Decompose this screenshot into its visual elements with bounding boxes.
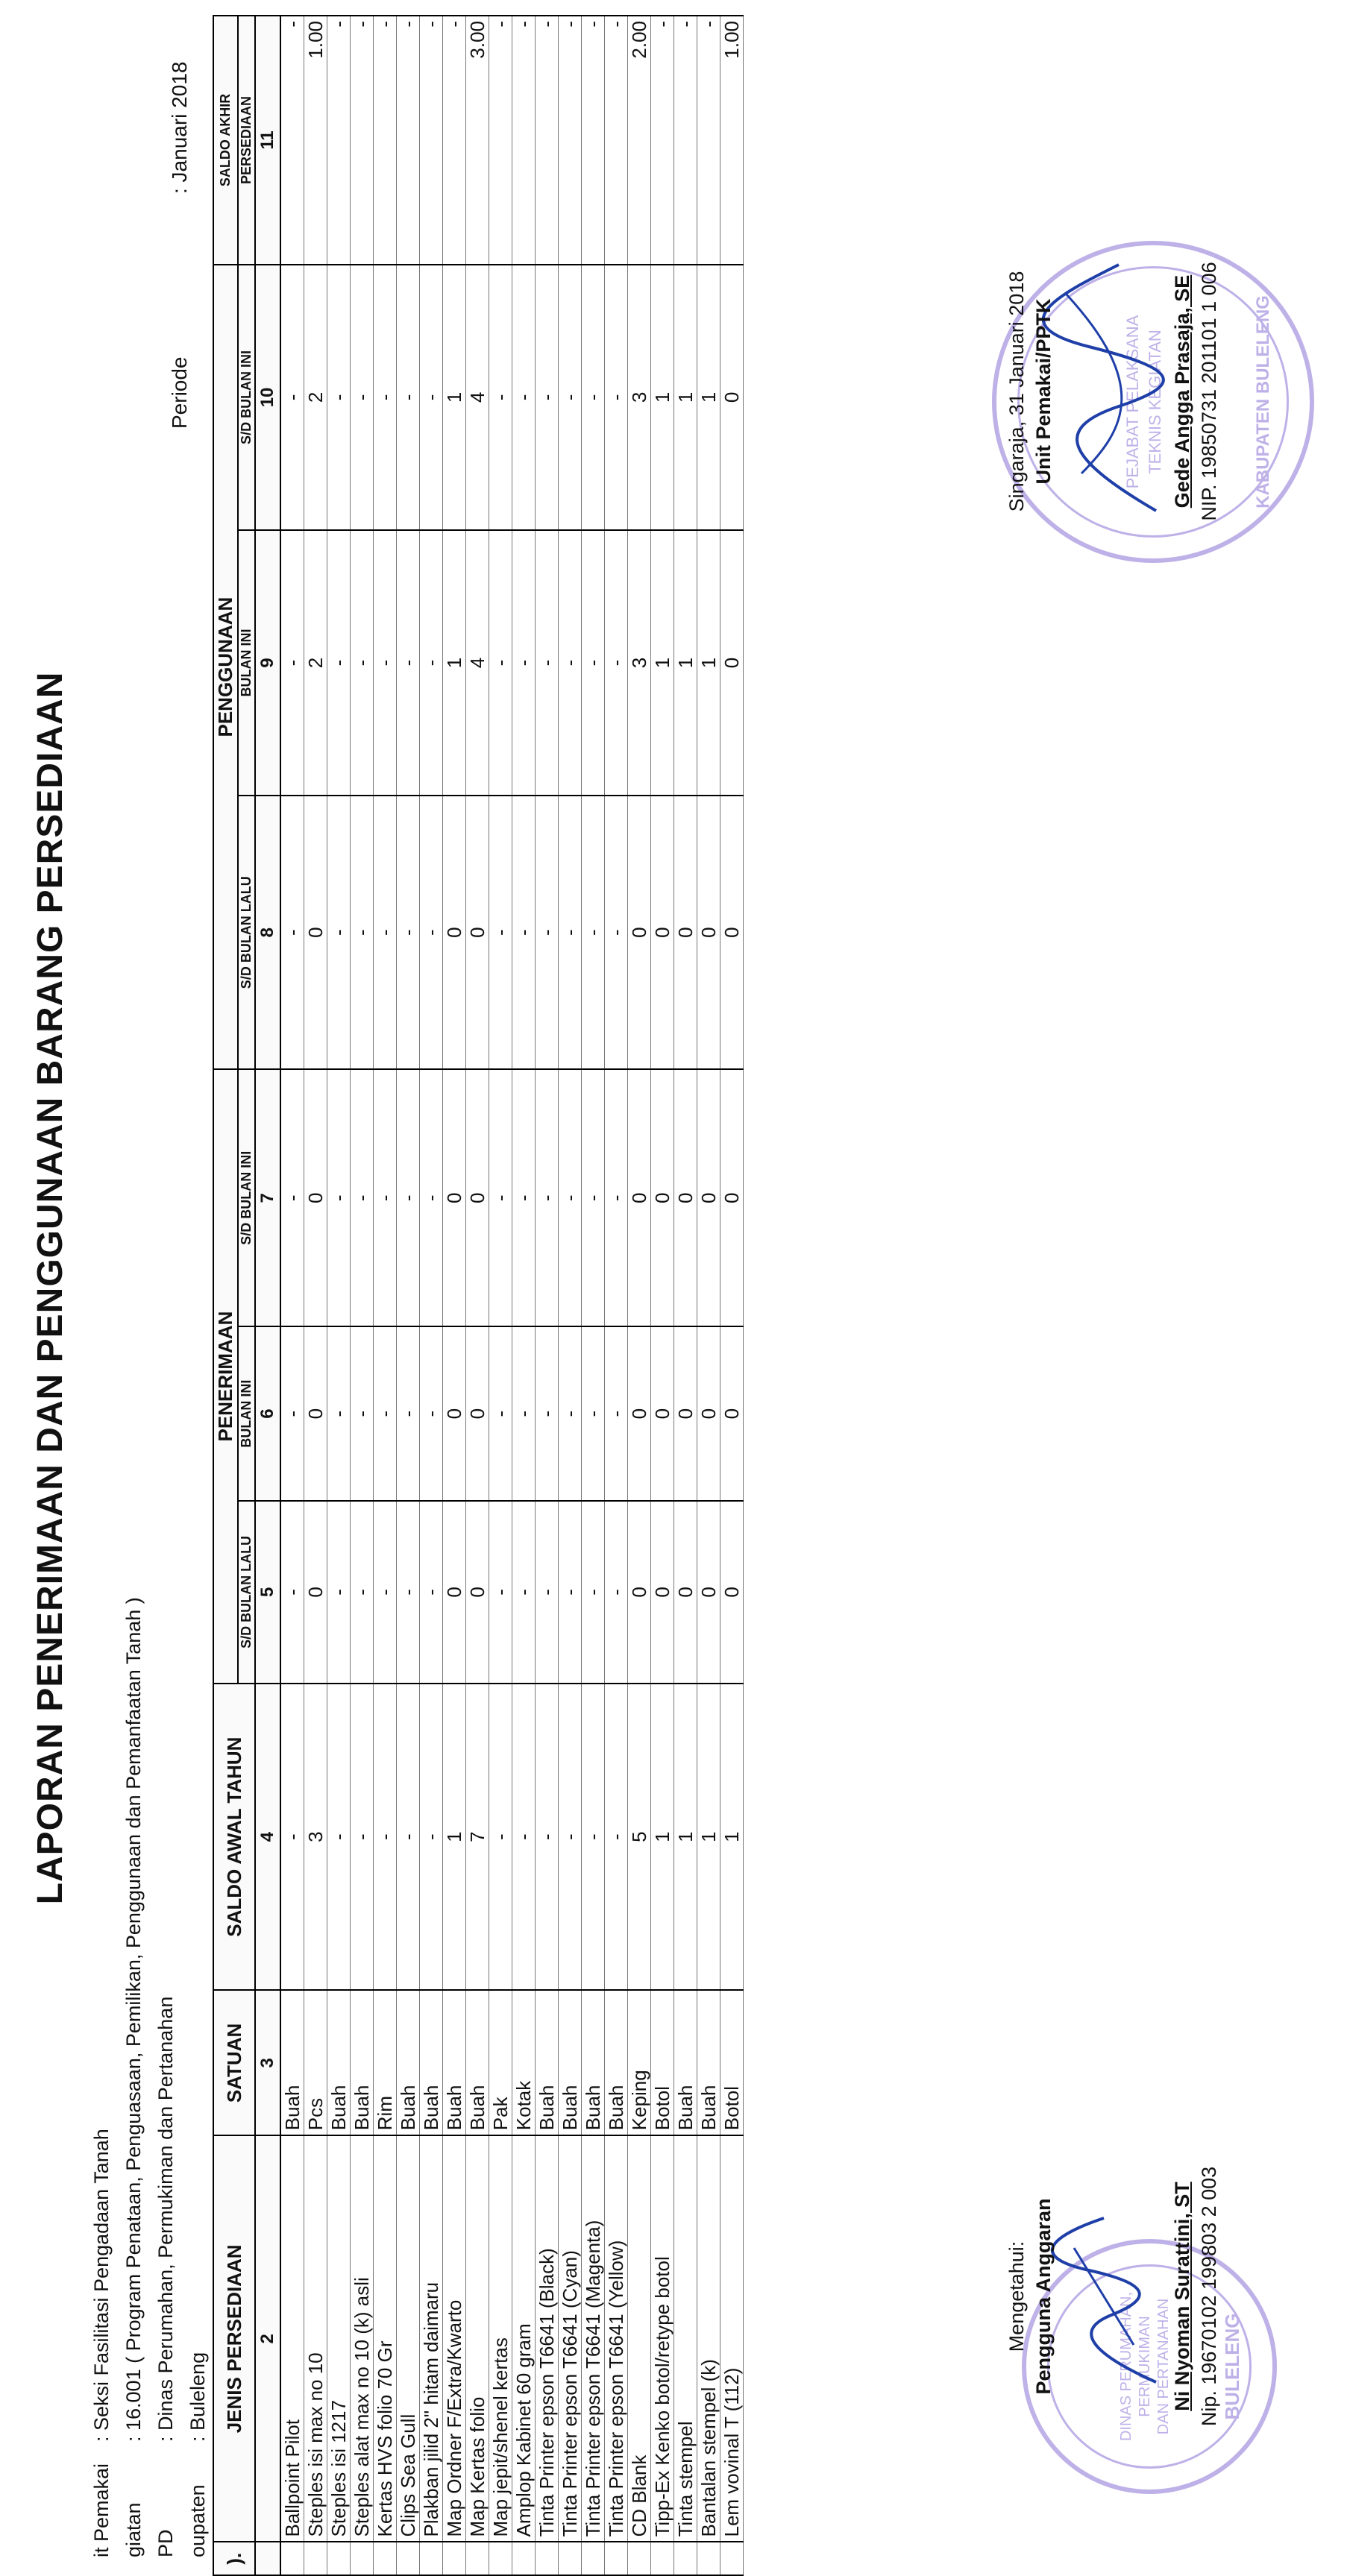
pen-bulan-ini-header: BULAN INI	[238, 1326, 255, 1501]
cell-gun-bulan-ini: -	[605, 530, 628, 796]
col-number: 7	[255, 1069, 280, 1326]
penerimaan-header: PENERIMAAN	[213, 1069, 238, 1683]
cell-gun-sd-lalu: -	[420, 796, 443, 1069]
cell-pen-sd-lalu: -	[351, 1501, 374, 1684]
cell-jenis: Steples isi max no 10	[304, 2135, 327, 2542]
cell-jenis: Steples alat max no 10 (k) asli	[351, 2135, 374, 2542]
header-label: oupaten	[186, 2484, 209, 2557]
periode-value: : Januari 2018	[168, 61, 191, 194]
cell-no	[582, 2542, 605, 2576]
cell-no	[628, 2542, 651, 2576]
cell-satuan: Rim	[374, 1991, 397, 2136]
cell-pen-sd-lalu: -	[605, 1501, 628, 1684]
cell-gun-sd-lalu: -	[489, 796, 512, 1069]
cell-gun-bulan-ini: 1	[674, 530, 697, 796]
cell-pen-bulan-ini: -	[559, 1326, 582, 1501]
cell-pen-sd-ini: -	[351, 1069, 374, 1326]
cell-pen-sd-lalu: -	[374, 1501, 397, 1684]
cell-pen-sd-ini: -	[420, 1069, 443, 1326]
cell-pen-bulan-ini: -	[420, 1326, 443, 1501]
cell-pen-bulan-ini: 0	[628, 1326, 651, 1501]
col-satuan-header: SATUAN	[213, 1991, 255, 2136]
cell-pen-sd-lalu: 0	[628, 1501, 651, 1684]
cell-gun-sd-ini: -	[327, 265, 351, 530]
cell-pen-sd-lalu: -	[536, 1501, 559, 1684]
table-row	[720, 16, 744, 2575]
cell-saldo-akhir: -	[443, 16, 466, 265]
cell-gun-bulan-ini: -	[559, 530, 582, 796]
cell-gun-sd-ini: -	[351, 265, 374, 530]
cell-pen-sd-ini: -	[559, 1069, 582, 1326]
cell-saldo-awal: 7	[466, 1684, 489, 1991]
cell-pen-sd-ini: -	[374, 1069, 397, 1326]
cell-gun-sd-lalu: -	[536, 796, 559, 1069]
pen-sd-lalu-header: S/D BULAN LALU	[238, 1501, 255, 1684]
cell-saldo-akhir: -	[582, 16, 605, 265]
cell-gun-bulan-ini: -	[351, 530, 374, 796]
cell-pen-sd-lalu: -	[280, 1501, 304, 1684]
inventory-table	[213, 15, 744, 2576]
cell-satuan: Buah	[697, 1991, 720, 2136]
col-jenis-header: JENIS PERSEDIAAN	[213, 2135, 255, 2542]
cell-gun-bulan-ini: -	[489, 530, 512, 796]
cell-saldo-akhir: 1.00	[304, 16, 327, 265]
signer-nip: NIP. 19850731 201101 1 006	[1198, 262, 1220, 521]
cell-satuan: Botol	[651, 1991, 674, 2136]
cell-saldo-awal: -	[605, 1684, 628, 1991]
cell-no	[512, 2542, 536, 2576]
header-labels	[86, 2463, 214, 2557]
cell-saldo-awal: 1	[720, 1684, 744, 1991]
cell-satuan: Pak	[489, 1991, 512, 2136]
col-number: 8	[255, 796, 280, 1069]
cell-pen-sd-ini: -	[536, 1069, 559, 1326]
table-row	[697, 16, 720, 2575]
report-title: LAPORAN PENERIMAAN DAN PENGGUNAAN BARANG PERSEDIAAN	[31, 671, 70, 1905]
table-body	[280, 16, 744, 2575]
col-number: 2	[255, 2135, 280, 2542]
cell-satuan: Kotak	[512, 1991, 536, 2136]
cell-saldo-akhir: -	[559, 16, 582, 265]
table-row	[420, 16, 443, 2575]
cell-gun-sd-ini: 1	[674, 265, 697, 530]
cell-jenis: Tinta Printer epson T6641 (Cyan)	[559, 2135, 582, 2542]
cell-gun-sd-ini: -	[536, 265, 559, 530]
cell-gun-bulan-ini: 1	[443, 530, 466, 796]
table-row	[397, 16, 420, 2575]
cell-gun-sd-ini: -	[280, 265, 304, 530]
cell-gun-sd-lalu: -	[374, 796, 397, 1069]
cell-gun-sd-lalu: 0	[466, 796, 489, 1069]
cell-no	[536, 2542, 559, 2576]
cell-gun-bulan-ini: -	[397, 530, 420, 796]
cell-pen-sd-lalu: -	[420, 1501, 443, 1684]
cell-satuan: Buah	[536, 1991, 559, 2136]
cell-saldo-akhir: -	[512, 16, 536, 265]
cell-saldo-awal: 5	[628, 1684, 651, 1991]
cell-gun-sd-lalu: -	[327, 796, 351, 1069]
cell-gun-bulan-ini: -	[280, 530, 304, 796]
periode-label: Periode	[168, 356, 191, 429]
cell-pen-sd-lalu: -	[559, 1501, 582, 1684]
cell-jenis: Map Ordner F/Extra/Kwarto	[443, 2135, 466, 2542]
col-number: 9	[255, 530, 280, 796]
col-saldo-awal-header: SALDO AWAL TAHUN	[213, 1684, 255, 1991]
col-number: 5	[255, 1501, 280, 1684]
cell-pen-sd-ini: 0	[697, 1069, 720, 1326]
cell-saldo-awal: 1	[443, 1684, 466, 1991]
cell-no	[674, 2542, 697, 2576]
cell-gun-sd-lalu: 0	[628, 796, 651, 1069]
signer-name: Gede Angga Prasaja, SE	[1171, 274, 1193, 508]
cell-gun-sd-lalu: 0	[443, 796, 466, 1069]
cell-saldo-akhir: -	[351, 16, 374, 265]
header-value: : 16.001 ( Program Penataan, Penguasaan, Pemilikan, Penggunaan dan Pemanfaatan Tanah )	[122, 1597, 145, 2442]
cell-gun-bulan-ini: 1	[697, 530, 720, 796]
cell-saldo-akhir: -	[489, 16, 512, 265]
cell-saldo-akhir: -	[536, 16, 559, 265]
cell-no	[374, 2542, 397, 2576]
cell-satuan: Buah	[443, 1991, 466, 2136]
cell-gun-bulan-ini: 1	[651, 530, 674, 796]
gun-sd-lalu-header: S/D BULAN LALU	[238, 796, 255, 1069]
cell-pen-sd-ini: 0	[466, 1069, 489, 1326]
cell-saldo-awal: 1	[674, 1684, 697, 1991]
cell-pen-bulan-ini: -	[327, 1326, 351, 1501]
cell-pen-sd-ini: 0	[674, 1069, 697, 1326]
cell-no	[420, 2542, 443, 2576]
cell-no	[443, 2542, 466, 2576]
cell-gun-sd-ini: 4	[466, 265, 489, 530]
cell-satuan: Pcs	[304, 1991, 327, 2136]
cell-gun-sd-ini: 2	[304, 265, 327, 530]
cell-gun-sd-ini: -	[489, 265, 512, 530]
cell-saldo-awal: -	[280, 1684, 304, 1991]
cell-gun-sd-ini: 1	[443, 265, 466, 530]
cell-saldo-akhir: 3.00	[466, 16, 489, 265]
header-value: : Buleleng	[186, 2352, 209, 2442]
cell-saldo-akhir: -	[697, 16, 720, 265]
cell-pen-sd-ini: -	[582, 1069, 605, 1326]
cell-no	[697, 2542, 720, 2576]
cell-saldo-awal: -	[327, 1684, 351, 1991]
cell-pen-sd-ini: 0	[720, 1069, 744, 1326]
cell-jenis: Plakban jilid 2" hitam daimaru	[420, 2135, 443, 2542]
cell-gun-sd-ini: -	[605, 265, 628, 530]
cell-pen-bulan-ini: 0	[651, 1326, 674, 1501]
cell-saldo-akhir: -	[605, 16, 628, 265]
cell-gun-bulan-ini: -	[536, 530, 559, 796]
cell-gun-bulan-ini: -	[582, 530, 605, 796]
cell-no	[304, 2542, 327, 2576]
cell-gun-sd-ini: 0	[720, 265, 744, 530]
cell-gun-sd-lalu: 0	[651, 796, 674, 1069]
cell-gun-bulan-ini: 0	[720, 530, 744, 796]
cell-saldo-akhir: -	[397, 16, 420, 265]
cell-pen-sd-ini: 0	[651, 1069, 674, 1326]
place-date: Singaraja, 31 Januari 2018	[1005, 271, 1028, 512]
cell-satuan: Buah	[327, 1991, 351, 2136]
cell-saldo-awal: -	[351, 1684, 374, 1991]
approval-intro: Mengetahui:	[1005, 2240, 1028, 2352]
cell-pen-sd-ini: -	[512, 1069, 536, 1326]
cell-pen-sd-lalu: -	[397, 1501, 420, 1684]
cell-no	[327, 2542, 351, 2576]
header-value: : Seksi Fasilitasi Pengadaan Tanah	[90, 2129, 113, 2442]
cell-gun-sd-ini: -	[512, 265, 536, 530]
cell-jenis: Clips Sea Gull	[397, 2135, 420, 2542]
cell-pen-sd-lalu: -	[512, 1501, 536, 1684]
table-row	[374, 16, 397, 2575]
cell-satuan: Buah	[280, 1991, 304, 2136]
cell-gun-sd-ini: -	[582, 265, 605, 530]
cell-satuan: Buah	[582, 1991, 605, 2136]
stamp-right-line: PEJABAT PELAKSANA	[1123, 315, 1142, 489]
table-row	[605, 16, 628, 2575]
cell-gun-sd-lalu: -	[559, 796, 582, 1069]
cell-no	[351, 2542, 374, 2576]
cell-gun-sd-lalu: 0	[674, 796, 697, 1069]
cell-gun-bulan-ini: -	[420, 530, 443, 796]
table-row	[280, 16, 304, 2575]
cell-jenis: CD Blank	[628, 2135, 651, 2542]
cell-pen-sd-lalu: -	[489, 1501, 512, 1684]
cell-gun-sd-ini: 3	[628, 265, 651, 530]
cell-saldo-akhir: 1.00	[720, 16, 744, 265]
cell-pen-bulan-ini: -	[280, 1326, 304, 1501]
stamp-left-line: BULELENG	[1221, 2313, 1243, 2420]
cell-saldo-akhir: -	[674, 16, 697, 265]
header-label: it Pemakai	[90, 2463, 113, 2557]
cell-gun-sd-lalu: 0	[697, 796, 720, 1069]
cell-saldo-awal: 1	[651, 1684, 674, 1991]
cell-no	[466, 2542, 489, 2576]
stamp-right-line: KABUPATEN BULELENG	[1253, 295, 1273, 508]
cell-pen-bulan-ini: -	[582, 1326, 605, 1501]
cell-pen-sd-ini: 0	[304, 1069, 327, 1326]
cell-gun-bulan-ini: 2	[304, 530, 327, 796]
cell-satuan: Buah	[466, 1991, 489, 2136]
table-row	[489, 16, 512, 2575]
cell-jenis: Map Kertas folio	[466, 2135, 489, 2542]
cell-gun-sd-ini: 1	[697, 265, 720, 530]
cell-pen-bulan-ini: -	[374, 1326, 397, 1501]
cell-gun-sd-lalu: 0	[720, 796, 744, 1069]
table-row	[582, 16, 605, 2575]
cell-pen-sd-lalu: 0	[466, 1501, 489, 1684]
cell-pen-sd-ini: 0	[443, 1069, 466, 1326]
col-number	[255, 2542, 280, 2576]
cell-saldo-awal: -	[582, 1684, 605, 1991]
cell-pen-sd-ini: -	[327, 1069, 351, 1326]
cell-jenis: Tinta stempel	[674, 2135, 697, 2542]
cell-no	[651, 2542, 674, 2576]
cell-saldo-akhir: 2.00	[628, 16, 651, 265]
cell-saldo-awal: 1	[697, 1684, 720, 1991]
approval-block-left	[1003, 2088, 1222, 2505]
table-row	[512, 16, 536, 2575]
cell-no	[559, 2542, 582, 2576]
header-label: giatan	[122, 2502, 145, 2557]
col-number: 11	[255, 16, 280, 265]
cell-no	[605, 2542, 628, 2576]
cell-pen-bulan-ini: 0	[720, 1326, 744, 1501]
cell-pen-bulan-ini: -	[536, 1326, 559, 1501]
stamp-left-line: DAN PERTANAHAN	[1155, 2298, 1172, 2435]
cell-pen-sd-lalu: 0	[651, 1501, 674, 1684]
cell-pen-sd-ini: -	[489, 1069, 512, 1326]
col-number: 3	[255, 1991, 280, 2136]
cell-no	[489, 2542, 512, 2576]
cell-satuan: Buah	[420, 1991, 443, 2136]
cell-gun-bulan-ini: -	[374, 530, 397, 796]
stamp-left-line: DINAS PERUMAHAN,	[1118, 2291, 1134, 2442]
cell-gun-sd-lalu: -	[351, 796, 374, 1069]
cell-gun-bulan-ini: -	[512, 530, 536, 796]
cell-pen-sd-lalu: 0	[443, 1501, 466, 1684]
cell-pen-sd-lalu: 0	[674, 1501, 697, 1684]
cell-no	[720, 2542, 744, 2576]
cell-saldo-awal: -	[559, 1684, 582, 1991]
cell-satuan: Buah	[605, 1991, 628, 2136]
cell-jenis: Ballpoint Pilot	[280, 2135, 304, 2542]
cell-gun-sd-ini: -	[374, 265, 397, 530]
header-value: : Dinas Perumahan, Permukiman dan Pertanahan	[154, 1996, 177, 2442]
cell-pen-bulan-ini: -	[351, 1326, 374, 1501]
cell-pen-bulan-ini: 0	[674, 1326, 697, 1501]
signer-role: Unit Pemakai/PPTK	[1032, 298, 1055, 485]
cell-gun-sd-ini: -	[559, 265, 582, 530]
cell-pen-bulan-ini: 0	[443, 1326, 466, 1501]
cell-pen-sd-ini: -	[280, 1069, 304, 1326]
cell-jenis: Kertas HVS folio 70 Gr	[374, 2135, 397, 2542]
table-row	[674, 16, 697, 2575]
cell-saldo-akhir: -	[374, 16, 397, 265]
cell-saldo-akhir: -	[420, 16, 443, 265]
cell-satuan: Buah	[559, 1991, 582, 2136]
cell-pen-sd-lalu: 0	[720, 1501, 744, 1684]
gun-sd-ini-header: S/D BULAN INI	[238, 265, 255, 530]
col-no-header: ).	[213, 2542, 255, 2576]
cell-jenis: Tinta Printer epson T6641 (Magenta)	[582, 2135, 605, 2542]
cell-gun-sd-lalu: -	[512, 796, 536, 1069]
cell-satuan: Buah	[397, 1991, 420, 2136]
cell-pen-sd-lalu: -	[327, 1501, 351, 1684]
cell-saldo-akhir: -	[327, 16, 351, 265]
cell-no	[280, 2542, 304, 2576]
cell-saldo-awal: -	[489, 1684, 512, 1991]
cell-saldo-akhir: -	[280, 16, 304, 265]
cell-pen-bulan-ini: -	[397, 1326, 420, 1501]
cell-jenis: Lem vovinal T (112)	[720, 2135, 744, 2542]
cell-gun-sd-ini: -	[420, 265, 443, 530]
cell-pen-bulan-ini: -	[605, 1326, 628, 1501]
cell-pen-bulan-ini: -	[489, 1326, 512, 1501]
pen-sd-ini-header: S/D BULAN INI	[238, 1069, 255, 1326]
table-row	[536, 16, 559, 2575]
cell-pen-sd-lalu: 0	[697, 1501, 720, 1684]
cell-saldo-akhir: -	[651, 16, 674, 265]
cell-jenis: Steples isi 1217	[327, 2135, 351, 2542]
persediaan-header: PERSEDIAAN	[238, 16, 255, 265]
cell-satuan: Keping	[628, 1991, 651, 2136]
cell-satuan: Botol	[720, 1991, 744, 2136]
cell-gun-sd-lalu: -	[280, 796, 304, 1069]
col-number: 10	[255, 265, 280, 530]
cell-pen-bulan-ini: 0	[697, 1326, 720, 1501]
column-number-row	[255, 16, 280, 2575]
cell-saldo-awal: 3	[304, 1684, 327, 1991]
table-row	[559, 16, 582, 2575]
cell-gun-bulan-ini: 4	[466, 530, 489, 796]
cell-jenis: Amplop Kabinet 60 gram	[512, 2135, 536, 2542]
cell-satuan: Buah	[674, 1991, 697, 2136]
approval-name: Ni Nyoman Surattini, ST	[1171, 2182, 1193, 2411]
cell-saldo-awal: -	[536, 1684, 559, 1991]
gun-bulan-ini-header: BULAN INI	[238, 530, 255, 796]
stamp-right-line: TEKNIS KEGIATAN	[1146, 330, 1164, 474]
header-values	[86, 1597, 214, 2442]
cell-gun-sd-lalu: -	[582, 796, 605, 1069]
cell-pen-sd-lalu: 0	[304, 1501, 327, 1684]
stamp-left-line: PERMUKIMAN	[1137, 2316, 1153, 2417]
cell-pen-bulan-ini: -	[512, 1326, 536, 1501]
table-row	[651, 16, 674, 2575]
approval-nip: Nip. 19670102 199803 2 003	[1198, 2166, 1220, 2427]
cell-jenis: Tinta Printer epson T6641 (Black)	[536, 2135, 559, 2542]
cell-gun-sd-ini: 1	[651, 265, 674, 530]
cell-saldo-awal: -	[420, 1684, 443, 1991]
table-row	[327, 16, 351, 2575]
header-label: PD	[154, 2529, 177, 2557]
cell-pen-bulan-ini: 0	[466, 1326, 489, 1501]
table-row	[466, 16, 489, 2575]
signature-block-right	[1003, 183, 1222, 600]
cell-gun-sd-lalu: -	[397, 796, 420, 1069]
cell-gun-bulan-ini: 3	[628, 530, 651, 796]
saldo-akhir-header: SALDO AKHIR	[213, 16, 238, 265]
approval-role: Pengguna Anggaran	[1032, 2198, 1055, 2395]
cell-gun-sd-lalu: 0	[304, 796, 327, 1069]
col-number: 6	[255, 1326, 280, 1501]
cell-jenis: Map jepit/shenel kertas	[489, 2135, 512, 2542]
penggunaan-header: PENGGUNAAN	[213, 265, 238, 1069]
table-row	[628, 16, 651, 2575]
cell-gun-sd-ini: -	[397, 265, 420, 530]
cell-jenis: Tinta Printer epson T6641 (Yellow)	[605, 2135, 628, 2542]
cell-pen-sd-ini: 0	[628, 1069, 651, 1326]
col-number: 4	[255, 1684, 280, 1991]
cell-pen-sd-lalu: -	[582, 1501, 605, 1684]
cell-jenis: Bantalan stempel (k)	[697, 2135, 720, 2542]
cell-pen-bulan-ini: 0	[304, 1326, 327, 1501]
cell-pen-sd-ini: -	[397, 1069, 420, 1326]
cell-gun-sd-lalu: -	[605, 796, 628, 1069]
cell-saldo-awal: -	[374, 1684, 397, 1991]
cell-no	[397, 2542, 420, 2576]
cell-satuan: Buah	[351, 1991, 374, 2136]
cell-pen-sd-ini: -	[605, 1069, 628, 1326]
cell-saldo-awal: -	[512, 1684, 536, 1991]
cell-saldo-awal: -	[397, 1684, 420, 1991]
cell-gun-bulan-ini: -	[327, 530, 351, 796]
cell-jenis: Tipp-Ex Kenko botol/retype botol	[651, 2135, 674, 2542]
table-row	[351, 16, 374, 2575]
table-row	[443, 16, 466, 2575]
table-row	[304, 16, 327, 2575]
